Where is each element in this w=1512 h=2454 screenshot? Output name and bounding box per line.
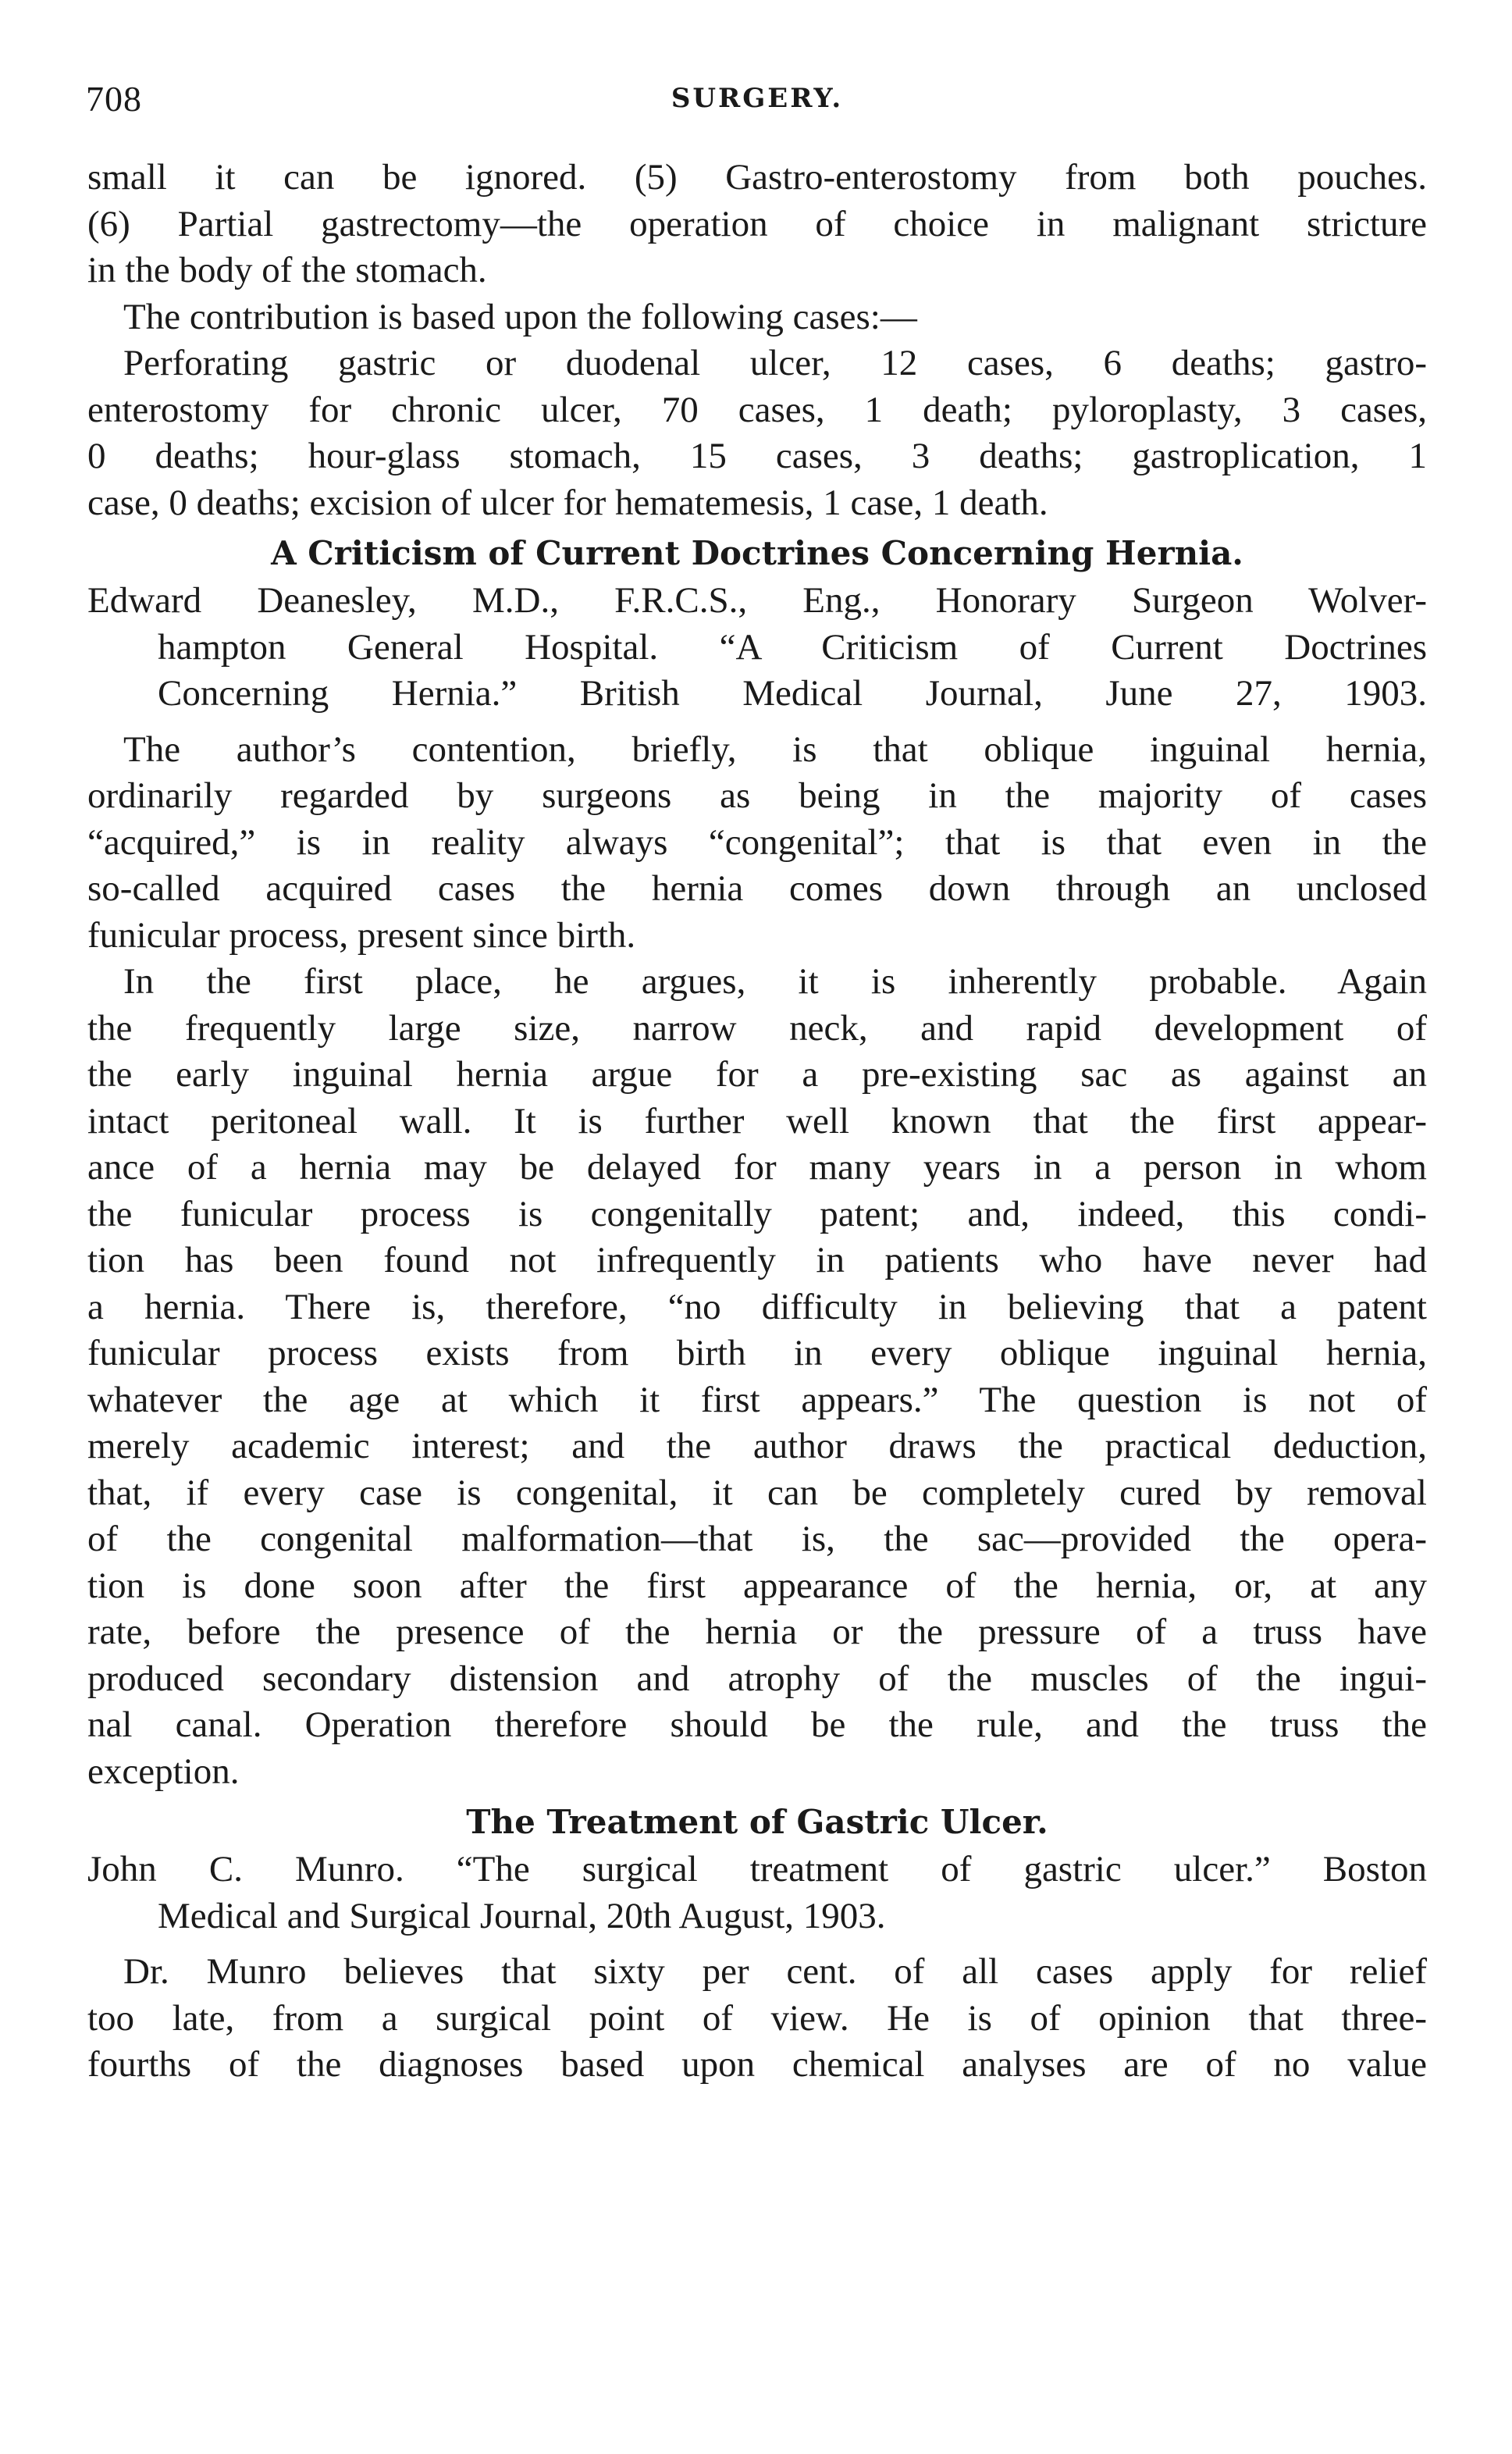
text-line: the early inguinal hernia argue for a pre-existing sac as against an [87,1054,1427,1095]
hernia-citation [87,578,1427,718]
text-line: The author’s contention, briefly, is that oblique inguinal hernia, [123,728,1427,770]
text-line: funicular process, present since birth. [87,914,636,956]
text-line: ance of a hernia may be delayed for many years in a person in whom [87,1147,1427,1188]
text-line: a hernia. There is, therefore, “no difficulty in believing that a patent [87,1286,1427,1327]
text-line: fourths of the diagnoses based upon chemical analyses are of no value [87,2044,1427,2085]
text-line: merely academic interest; and the author draws the practical deduction, [87,1426,1427,1466]
text-line: in the body of the stomach. [87,250,487,290]
citation-line: Edward Deanesley, M.D., F.R.C.S., Eng., Honorary Surgeon Wolver- [87,580,1427,621]
text-line: Perforating gastric or duodenal ulcer, 12 cases, 6 deaths; gastro- [123,343,1427,383]
citation-line: Medical and Surgical Journal, 20th August, 1903. [158,1895,886,1936]
running-head: SURGERY. [671,83,844,114]
text-line: the funicular process is congenitally patent; and, indeed, this condi- [87,1193,1427,1234]
text-line: exception. [87,1751,240,1792]
text-line: (6) Partial gastrectomy—the operation of choice in malignant stricture [87,203,1427,244]
intro-paragraph [87,155,1427,294]
text-line: rate, before the presence of the hernia or the pressure of a truss have [87,1612,1427,1652]
text-line: The contribution is based upon the following cases:— [123,296,917,337]
text-line: case, 0 deaths; excision of ulcer for hematemesis, 1 case, 1 death. [87,482,1048,523]
text-line: In the first place, he argues, it is inherently probable. Again [123,961,1427,1002]
page-body [87,155,1427,2089]
text-line: intact peritoneal wall. It is further well known that the first appear- [87,1100,1427,1142]
text-line: nal canal. Operation therefore should be the rule, and the truss the [87,1704,1427,1745]
text-line: too late, from a surgical point of view. He is of opinion that three- [87,1997,1427,2039]
text-line: ordinarily regarded by surgeons as being in the majority of cases [87,775,1427,816]
ulcer-citation [87,1847,1427,1939]
ulcer-section-heading: The Treatment of Gastric Ulcer. [466,1803,1048,1841]
text-line: Dr. Munro believes that sixty per cent. of all cases apply for relief [123,1951,1427,1992]
text-line: 0 deaths; hour-glass stomach, 15 cases, 3 deaths; gastroplication, 1 [87,436,1427,476]
text-line: “acquired,” is in reality always “congenital”; that is that even in the [87,821,1427,863]
text-line: small it can be ignored. (5) Gastro-enterostomy from both pouches. [87,157,1427,198]
citation-line: John C. Munro. “The surgical treatment of gastric ulcer.” Boston [87,1849,1427,1889]
text-line: enterostomy for chronic ulcer, 70 cases, 1 death; pyloroplasty, 3 cases, [87,389,1427,430]
text-line: tion is done soon after the first appearance of the hernia, or, at any [87,1565,1427,1606]
spacer [87,718,1427,727]
citation-line: hampton General Hospital. “A Criticism of Current Doctrines [158,626,1427,668]
cases-paragraph [87,294,1427,527]
hernia-paragraph-2 [87,959,1427,1795]
text-line: the frequently large size, narrow neck, and rapid development of [87,1007,1427,1049]
text-line: funicular process exists from birth in every oblique inguinal hernia, [87,1333,1427,1373]
text-line: so-called acquired cases the hernia comes down through an unclosed [87,868,1427,909]
page-header [86,78,1428,125]
text-line: tion has been found not infrequently in patients who have never had [87,1240,1427,1280]
ulcer-paragraph [87,1949,1427,2089]
text-line: whatever the age at which it first appears.” The question is not of [87,1379,1427,1420]
text-line: of the congenital malformation—that is, the sac—provided the opera- [87,1519,1427,1559]
hernia-paragraph-1 [87,727,1427,960]
page-number: 708 [86,79,142,119]
hernia-section-heading: A Criticism of Current Doctrines Concerning Hernia. [271,534,1243,572]
spacer [87,1939,1427,1949]
citation-line: Concerning Hernia.” British Medical Journal, June 27, 1903. [158,673,1427,714]
text-line: produced secondary distension and atrophy of the muscles of the ingui- [87,1658,1427,1699]
text-line: that, if every case is congenital, it can be completely cured by removal [87,1472,1427,1513]
